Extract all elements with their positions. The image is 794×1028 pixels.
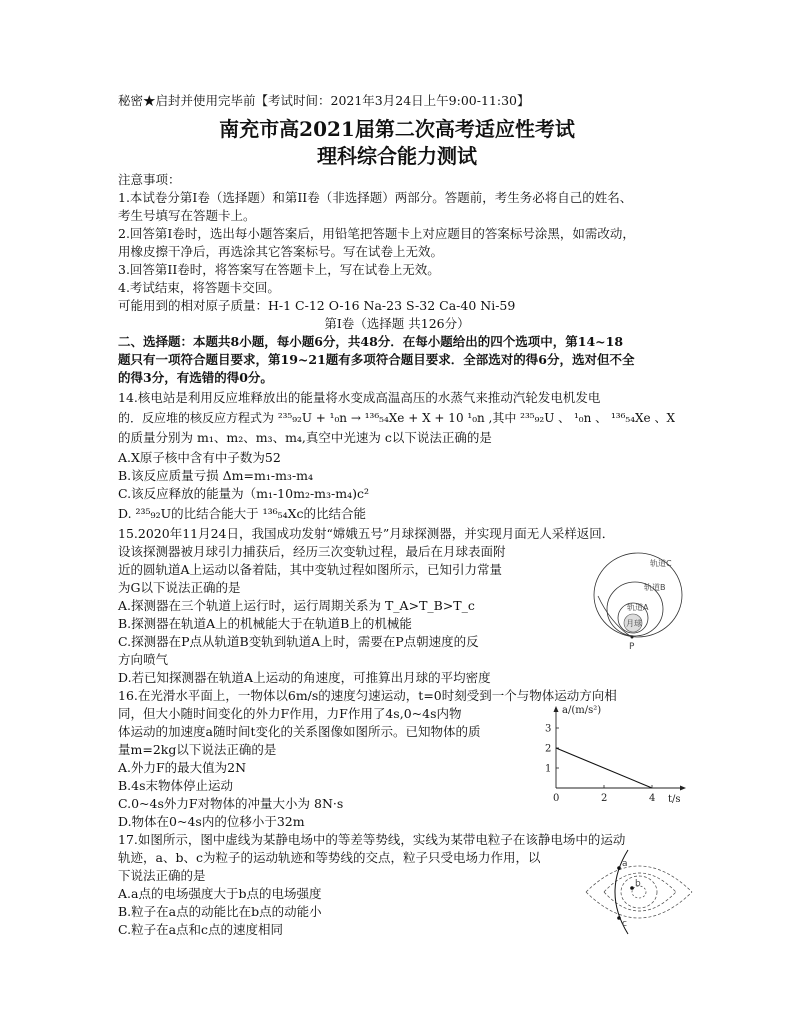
- x-tick-label: 0: [553, 793, 560, 804]
- note-line: 3.回答第II卷时，将答案写在答题卡上，写在试卷上无效。: [118, 262, 440, 277]
- y-tick-label: 3: [545, 723, 552, 735]
- question-16-option-b: B.4s末物体停止运动: [118, 778, 234, 793]
- question-16-stem: 量m=2kg以下说法正确的是: [118, 742, 277, 757]
- series-line: [556, 748, 652, 788]
- field-lines-diagram: [584, 846, 694, 938]
- y-tick-label: 1: [545, 763, 552, 775]
- question-14-option-c: C.该反应释放的能量为（m₁-10m₂-m₃-m₄)c²: [118, 486, 370, 501]
- question-15-stem: 近的圆轨道A上运动以备着陆，其中变轨过程如图所示，已知引力常量: [118, 562, 503, 577]
- label-c: c: [622, 919, 627, 929]
- y-axis-arrow: [554, 706, 559, 712]
- question-16-option-a: A.外力F的最大值为2N: [118, 760, 247, 775]
- question-15-stem: 设该探测器被月球引力捕获后，经历三次变轨过程，最后在月球表面附: [118, 544, 506, 559]
- label-moon: 月球: [626, 619, 642, 628]
- label-b: b: [635, 879, 641, 889]
- part1-heading: 第Ⅰ卷（选择题 共126分）: [324, 316, 470, 331]
- x-tick-label: 2: [601, 793, 608, 804]
- y-tick-label: 2: [545, 743, 552, 755]
- point-c: [617, 916, 621, 920]
- atomic-masses: 可能用到的相对原子质量：H-1 C-12 O-16 Na-23 S-32 Ca-40 Ni-59: [118, 298, 516, 313]
- section-heading: 题只有一项符合题目要求，第19~21题有多项符合题目要求．全部选对的得6分，选对但不全: [118, 352, 635, 367]
- section-heading: 二、选择题：本题共8小题，每小题6分，共48分．在每小题给出的四个选项中，第14~18: [118, 334, 624, 349]
- question-17-option-c: C.粒子在a点和c点的速度相同: [118, 922, 284, 937]
- question-17-stem: 17.如图所示，图中虚线为某静电场中的等差等势线，实线为某带电粒子在该静电场中的运动: [118, 832, 626, 847]
- question-16-option-d: D.物体在0~4s内的位移小于32m: [118, 814, 305, 829]
- question-15-option-c: C.探测器在P点从轨道B变轨到轨道A上时，需要在P点朝速度的反: [118, 634, 479, 649]
- question-16-stem: 16.在光滑水平面上，一物体以6m/s的速度匀速运动，t=0时刻受到一个与物体运动方向相: [118, 688, 617, 703]
- question-17-option-a: A.a点的电场强度大于b点的电场强度: [118, 886, 322, 901]
- point-p: [631, 636, 634, 639]
- confidential-header: 秘密★启封并使用完毕前【考试时间：2021年3月24日上午9:00-11:30】: [118, 93, 530, 108]
- exam-title: 南充市高2021届第二次高考适应性考试: [219, 117, 575, 141]
- label-point-p: P: [629, 642, 635, 652]
- x-axis-label: t/s: [668, 794, 681, 804]
- label-orbit-a: 轨道A: [627, 603, 649, 612]
- label-orbit-c: 轨道C: [650, 559, 672, 568]
- point-b: [630, 886, 634, 890]
- question-15-option-b: B.探测器在轨道A上的机械能大于在轨道B上的机械能: [118, 616, 412, 631]
- exam-subtitle: 理科综合能力测试: [317, 144, 477, 168]
- note-line: 1.本试卷分第Ⅰ卷（选择题）和第II卷（非选择题）两部分。答题前，考生务必将自己的姓名、: [118, 190, 633, 205]
- note-line: 用橡皮擦干净后，再选涂其它答案标号。写在试卷上无效。: [118, 244, 444, 259]
- question-15-stem: 为G以下说法正确的是: [118, 580, 241, 595]
- note-line: 2.回答第Ⅰ卷时，选出每小题答案后，用铅笔把答题卡上对应题目的答案标号涂黑，如需改动，: [118, 226, 635, 241]
- note-line: 4.考试结束，将答题卡交回。: [118, 280, 280, 295]
- question-16-stem: 同，但大小随时间变化的外力F作用，力F作用了4s,0~4s内物: [118, 706, 462, 721]
- question-14-option-b: B.该反应质量亏损 Δm=m₁-m₃-m₄: [118, 468, 314, 483]
- section-heading: 的得3分，有选错的得0分。: [118, 370, 273, 385]
- acceleration-time-chart: [540, 702, 690, 804]
- question-14-stem: 14.核电站是利用反应堆释放出的能量将水变成高温高压的水蒸气来推动汽轮发电机发电: [118, 390, 601, 405]
- equipotential-line: [586, 892, 692, 918]
- question-15-stem: 15.2020年11月24日，我国成功发射“嫦娥五号”月球探测器，并实现月面无人采样返回．: [118, 526, 615, 541]
- orbit-diagram: [590, 552, 686, 652]
- label-orbit-b: 轨道B: [644, 583, 666, 592]
- question-14-stem: 的质量分别为 m₁、m₂、m₃、m₄,真空中光速为 c以下说法正确的是: [118, 430, 492, 445]
- question-15-option-d: D.若已知探测器在轨道A上运动的角速度，可推算出月球的平均密度: [118, 670, 491, 685]
- question-15-option-a: A.探测器在三个轨道上运行时，运行周期关系为 T_A>T_B>T_c: [118, 598, 475, 613]
- label-a: a: [622, 859, 628, 869]
- question-17-stem: 轨迹，a、b、c为粒子的运动轨迹和等势线的交点，粒子只受电场力作用，以: [118, 850, 541, 865]
- question-17-stem: 下说法正确的是: [118, 868, 206, 883]
- x-axis-arrow: [680, 786, 686, 791]
- question-14-option-d: D. ²³⁵₉₂U的比结合能大于 ¹³⁶₅₄Xc的比结合能: [118, 506, 367, 521]
- notes-heading: 注意事项：: [118, 172, 181, 187]
- question-14-option-a: A.X原子核中含有中子数为52: [118, 450, 281, 465]
- question-17-option-b: B.粒子在a点的动能比在b点的动能小: [118, 904, 322, 919]
- y-axis-label: a/(m/s²): [562, 705, 602, 716]
- question-16-stem: 体运动的加速度a随时间t变化的关系图像如图所示。已知物体的质: [118, 724, 481, 739]
- question-15-option-c: 方向喷气: [118, 652, 169, 667]
- x-tick-label: 4: [649, 793, 656, 804]
- question-14-stem: 的．反应堆的核反应方程式为 ²³⁵₉₂U + ¹₀n → ¹³⁶₅₄Xe + X + 10 ¹₀n ,其中 ²³⁵₉₂U 、 ¹₀n 、 ¹³⁶₅₄Xe 、X: [118, 411, 676, 425]
- question-16-option-c: C.0~4s外力F对物体的冲量大小为 8N·s: [118, 796, 344, 811]
- note-line: 考生号填写在答题卡上。: [118, 208, 256, 223]
- point-a: [617, 866, 621, 870]
